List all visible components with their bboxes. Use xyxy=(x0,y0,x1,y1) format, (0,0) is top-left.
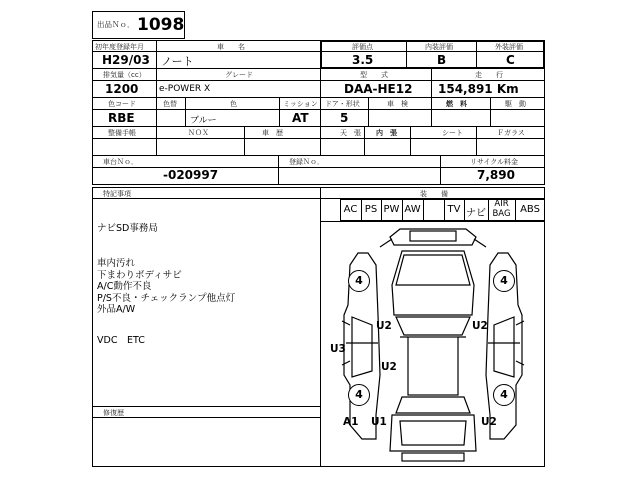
first-reg-value: H29/03 xyxy=(102,53,150,67)
model-label: 型 式 xyxy=(360,71,388,79)
recycle-value: 7,890 xyxy=(477,168,515,182)
score-label: 評価点 xyxy=(352,43,373,51)
vehicle-inspection-label: 車 検 xyxy=(387,100,408,108)
equipment-row xyxy=(340,199,545,221)
equip-ac: AC xyxy=(343,204,358,215)
chassis-value: -020997 xyxy=(163,168,219,182)
tire-mark-front-left: 4 xyxy=(348,270,370,292)
remarks-note: 車内汚れ xyxy=(97,258,136,269)
fuel-label: 燃 料 xyxy=(446,100,467,108)
seat-label: シート xyxy=(442,129,463,137)
remarks-note: P/S不良・チェックランプ他点灯 xyxy=(97,292,236,304)
remarks-line1: ナビSD事務局 xyxy=(97,223,158,234)
repair-history-label: 修復歴 xyxy=(103,409,124,417)
nox-label: ＮＯＸ xyxy=(188,129,209,137)
lot-number-value: 1098 xyxy=(137,15,185,35)
mileage-value: 154,891 Km xyxy=(438,82,519,96)
roof-label: 天 張 xyxy=(340,129,361,137)
drive-label: 駆 動 xyxy=(505,100,526,108)
inner-trim-label: 内 張 xyxy=(376,129,397,137)
interior-label: 内装評価 xyxy=(425,43,453,51)
door-value: 5 xyxy=(340,111,349,125)
remarks-note: 下まわりボディサビ xyxy=(97,269,182,281)
color-code-label: 色コード xyxy=(108,100,136,108)
interior-value: B xyxy=(437,53,447,67)
recycle-label: リサイクル料金 xyxy=(470,158,519,166)
grade-value: e-POWER X xyxy=(159,84,211,94)
equip-pw: PW xyxy=(383,204,400,215)
model-value: DAA-HE12 xyxy=(344,82,413,96)
remarks-note: A/C動作不良 xyxy=(97,281,152,292)
remarks-label: 特記事項 xyxy=(103,190,131,198)
color-value: ブルー xyxy=(190,116,217,126)
tire-mark-rear-right: 4 xyxy=(493,384,515,406)
color-code-value: RBE xyxy=(108,111,135,125)
remarks-note: 外品A/W xyxy=(97,304,136,315)
color-type-label: 色替 xyxy=(163,100,177,108)
equip-tv: TV xyxy=(447,204,461,215)
color-label: 色 xyxy=(230,100,237,108)
lot-number-box xyxy=(92,11,185,39)
damage-mark-left-front-door: U2 xyxy=(376,320,392,332)
grade-label: グレード xyxy=(225,71,253,79)
history-label: 車 歴 xyxy=(262,129,283,137)
door-label: ドア・形状 xyxy=(325,100,360,108)
manual-label: 整備手帳 xyxy=(108,129,136,137)
exterior-value: C xyxy=(506,53,515,67)
mileage-label: 走 行 xyxy=(475,71,503,79)
equip-ps: PS xyxy=(364,204,378,215)
first-reg-label: 初年度登録年月 xyxy=(95,43,144,51)
remarks-note: VDC ETC xyxy=(97,335,145,346)
equip-airbag: AIR BAG xyxy=(492,199,511,219)
chassis-label: 車台Ｎｏ． xyxy=(103,158,138,166)
damage-mark-right-front-door: U2 xyxy=(472,320,488,332)
car-damage-diagram xyxy=(322,225,544,467)
equip-abs: ABS xyxy=(520,204,540,215)
damage-mark-left-side: U3 xyxy=(330,343,346,355)
score-value: 3.5 xyxy=(352,53,374,67)
displacement-value: 1200 xyxy=(105,82,139,96)
tire-mark-rear-left: 4 xyxy=(348,384,370,406)
tire-mark-front-right: 4 xyxy=(493,270,515,292)
lot-number-label: 出品Ｎｏ． xyxy=(97,20,135,29)
mission-label: ミッション xyxy=(283,100,318,108)
exterior-label: 外装評価 xyxy=(495,43,523,51)
damage-mark-rear-bumper-left: U1 xyxy=(371,416,387,428)
displacement-label: 排気量（cc） xyxy=(103,71,146,79)
damage-mark-rear-left: A1 xyxy=(343,416,359,428)
damage-mark-roof: U2 xyxy=(381,361,397,373)
damage-mark-rear-bumper-right: U2 xyxy=(481,416,497,428)
equip-navi: ナビ xyxy=(466,208,486,219)
car-name-label: 車 名 xyxy=(217,43,245,51)
reg-no-label: 登録Ｎｏ． xyxy=(289,158,324,166)
glass-label: Ｆガラス xyxy=(497,129,525,137)
equip-aw: AW xyxy=(404,204,421,215)
equipment-label: 装 備 xyxy=(420,190,448,198)
car-name-value: ノート xyxy=(161,55,194,68)
mission-value: AT xyxy=(292,111,309,125)
